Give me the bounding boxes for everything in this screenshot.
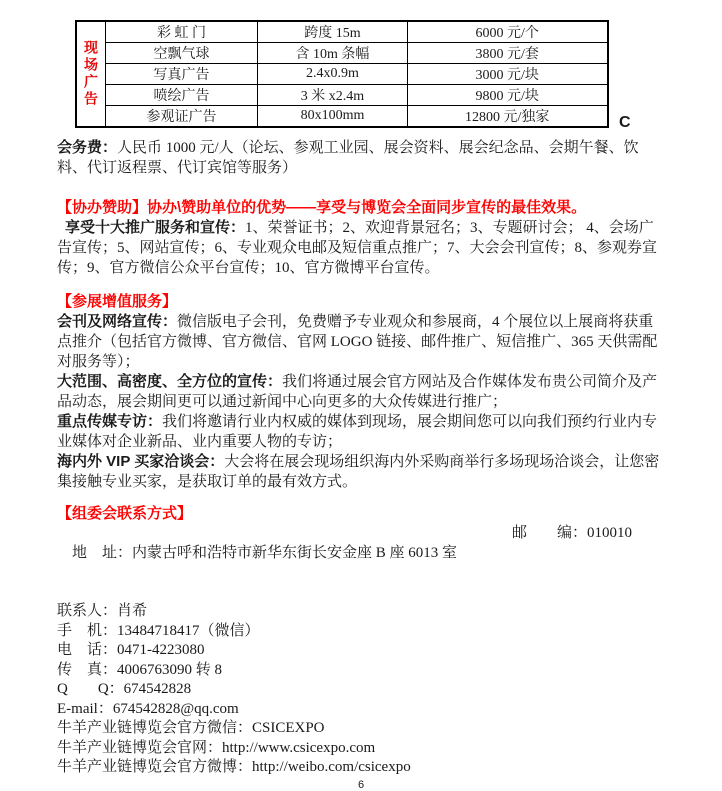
address-label: 地 址：: [72, 544, 133, 561]
onsite-ad-price-table: [75, 20, 609, 128]
ad-price-cell: 12800 元/独家: [408, 106, 608, 128]
value-service-label: 会刊及网络宣传：: [57, 313, 178, 330]
onsite-ad-table-wrap: [75, 20, 631, 131]
table-row: [76, 21, 608, 43]
ad-name-cell: 参观证广告: [106, 106, 258, 128]
postal-label: 邮 编：: [512, 525, 588, 541]
contact-weibo-line: 牛羊产业链博览会官方微博：http://weibo.com/csicexpo: [57, 759, 411, 775]
ten-services-text: 1、荣誉证书；2、欢迎背景冠名；3、专题研讨会； 4、会场广告宣传；5、网站宣传；6、专业观众电邮及短信重点推广；7、大会会刊宣传；8、参观券宣传；9、官方微信公众平台宣传；10、官方微博平台宣传。: [57, 220, 658, 276]
sponsor-section-heading: 【协办赞助】协办\赞助单位的优势——享受与博览会全面同步宣传的最佳效果。: [57, 199, 587, 216]
table-row: [76, 85, 608, 106]
value-service-text: 大会将在展会现场组织海内外采购商举行多场现场洽谈会，让您密集接触专业买家，是获取订单的最有效方式。: [57, 454, 660, 490]
value-services-heading: 【参展增值服务】: [57, 293, 178, 310]
value-service-label: 海内外 VIP 买家洽谈会：: [57, 453, 225, 470]
value-service-text: 微信版电子会刊，免费赠予专业观众和参展商，4 个展位以上展商将获重点推介（包括官方微博、官方微信、官网 LOGO 链接、邮件推广、短信推广、365 天供需配对服务等）；: [57, 314, 658, 370]
contact-email-line: E-mail：674542828@qq.com: [57, 700, 239, 717]
ad-name-cell: 彩 虹 门: [106, 21, 258, 43]
contact-qq-line: Q Q：674542828: [57, 681, 192, 697]
ad-price-cell: 3000 元/块: [408, 64, 608, 85]
value-service-label: 大范围、高密度、全方位的宣传：: [57, 373, 283, 390]
ad-spec-cell: 2.4x0.9m: [258, 64, 408, 85]
ad-name-cell: 写真广告: [106, 64, 258, 85]
ad-spec-cell: 80x100mm: [258, 106, 408, 128]
table-row: [76, 106, 608, 128]
page-number: 6: [357, 778, 365, 791]
stray-c-mark: C: [618, 114, 631, 131]
value-service-item: [57, 372, 668, 412]
contact-website-line: 牛羊产业链博览会官网：http://www.csicexpo.com: [57, 739, 376, 756]
ad-price-cell: 3800 元/套: [408, 43, 608, 64]
table-row: [76, 64, 608, 85]
contact-person-line: 联系人：肖希: [57, 603, 148, 619]
contact-address-line: [57, 524, 668, 602]
ad-price-cell: 6000 元/个: [408, 21, 608, 43]
contact-section-heading: 【组委会联系方式】: [57, 505, 193, 522]
ad-price-cell: 9800 元/块: [408, 85, 608, 106]
fee-text: 人民币 1000 元/人（论坛、参观工业园、展会资料、展会纪念品、会期午餐、饮料、代订返程票、代订宾馆等服务）: [57, 140, 639, 176]
ad-name-cell: 喷绘广告: [106, 85, 258, 106]
contact-wechat-line: 牛羊产业链博览会官方微信：CSICEXPO: [57, 720, 325, 736]
value-service-label: 重点传媒专访：: [57, 413, 163, 430]
address-value: 内蒙古呼和浩特市新华东街长安金座 B 座 6013 室: [132, 544, 458, 561]
value-service-item: [57, 312, 668, 372]
ad-spec-cell: 跨度 15m: [258, 21, 408, 43]
contact-fax-line: 传 真：4006763090 转 8: [57, 661, 223, 678]
ten-services-label: 享受十大推广服务和宣传：: [65, 219, 246, 236]
ten-services-paragraph: [57, 218, 668, 278]
ad-spec-cell: 含 10m 条幅: [258, 43, 408, 64]
value-service-text: 我们将邀请行业内权威的媒体到现场，展会期间您可以向我们预约行业内专业媒体对企业新品、业内重要人物的专访；: [57, 414, 658, 450]
postal-value: 010010: [587, 525, 633, 541]
contact-phone-line: 电 话：0471-4223080: [57, 642, 205, 658]
ad-name-cell: 空飘气球: [106, 43, 258, 64]
value-service-text: 我们将通过展会官方网站及合作媒体发布贵公司简介及产品动态，展会期间更可以通过新闻中心向更多的大众传媒进行推广；: [57, 374, 658, 410]
ad-spec-cell: 3 米 x2.4m: [258, 85, 408, 106]
vertical-header-label: 现场广告: [83, 40, 99, 108]
conference-fee-paragraph: [57, 138, 668, 178]
table-vertical-header-cell: [76, 21, 106, 127]
table-row: [76, 43, 608, 64]
value-service-item: [57, 412, 668, 452]
postal-code: [512, 524, 632, 544]
contact-mobile-line: 手 机：13484718417（微信）: [57, 622, 260, 639]
fee-label: 会务费：: [57, 139, 118, 156]
value-service-item: [57, 452, 668, 492]
